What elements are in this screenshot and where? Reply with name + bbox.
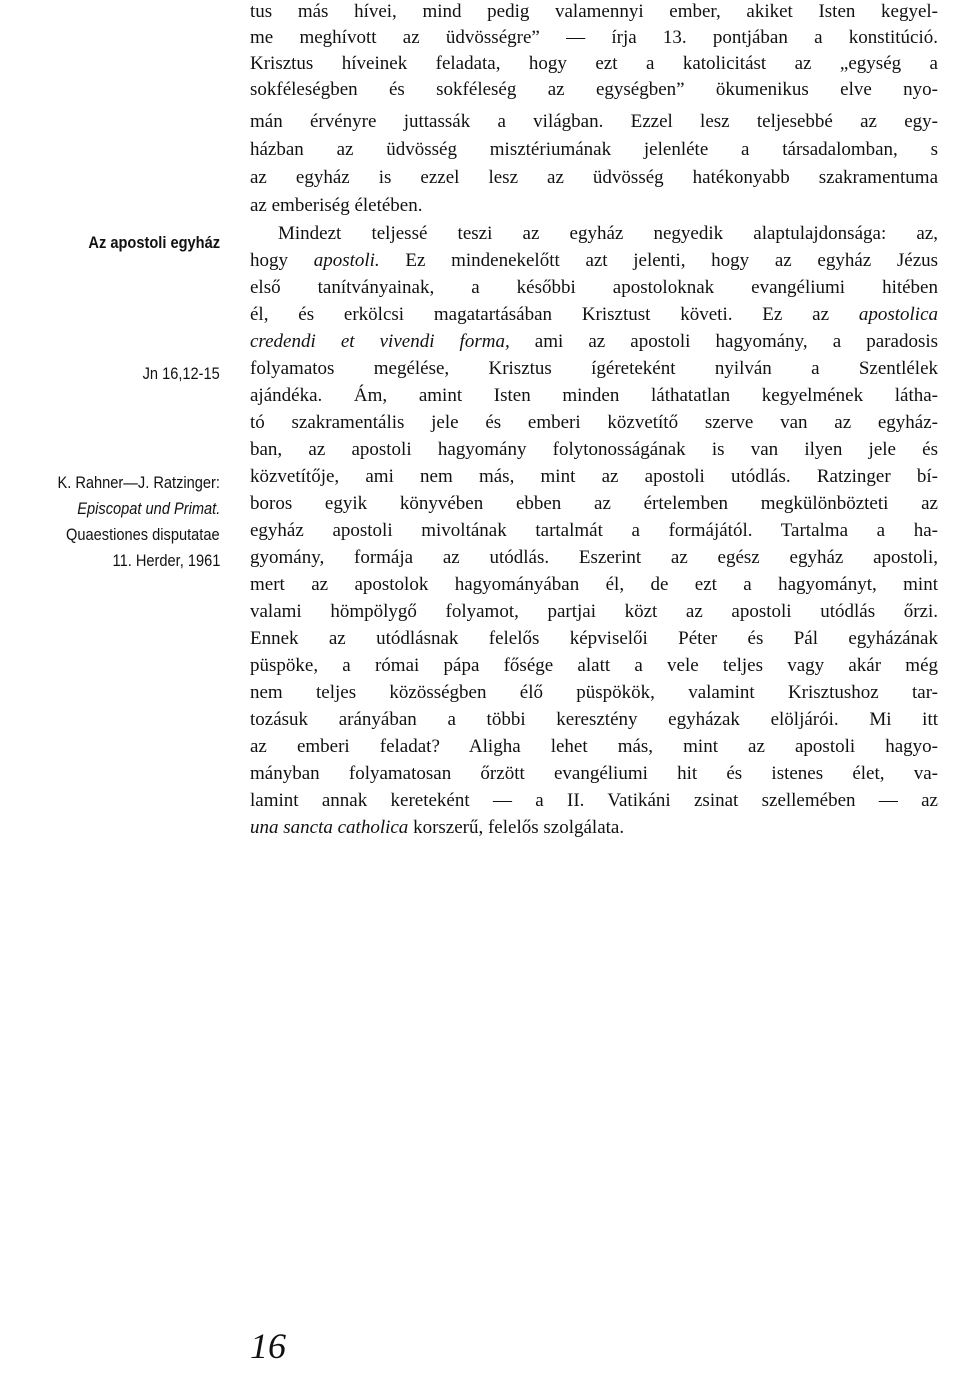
text-line: püspöke, a római pápa fősége alatt a vele teljes vagy akár még [250,655,938,676]
page-number: 16 [250,1326,286,1366]
text-line: az emberi feladat? Aligha lehet más, mint az apostoli hagyo- [250,736,938,757]
text-line: él, és erkölcsi magatartásában Krisztust követi. Ez az apostolica [250,304,939,325]
text-line: hogy apostoli. Ez mindenekelőtt azt jelenti, hogy az egyház Jézus [250,250,939,271]
text-line: az emberiség életében. [250,195,423,216]
text-line: egyház apostoli mivoltának tartalmát a formájától. Tartalma a ha- [250,520,938,541]
text-line: ajándéka. Ám, amint Isten minden láthatatlan kegyelmének látha- [250,385,938,406]
text-line: gyomány, formája az utódlás. Eszerint az egész egyház apostoli, [250,547,938,568]
text-line: nem teljes közösségben élő püspökök, valamint Krisztushoz tar- [250,682,938,703]
margin-citation-publisher: 11. Herder, 1961 [112,551,220,570]
text-line: Krisztus híveinek feladata, hogy ezt a katolicitást az „egység a [250,53,938,74]
text-line: mert az apostolok hagyományában él, de ezt a hagyományt, mint [250,574,938,595]
text-line: boros egyik könyvében ebben az értelemben megkülönbözteti az [250,493,938,514]
text-line: mán érvényre juttassák a világban. Ezzel lesz teljesebbé az egy- [250,111,938,132]
text-line: Ennek az utódlásnak felelős képviselői Péter és Pál egyházának [250,628,938,649]
margin-citation-series: Quaestiones disputatae [66,525,220,544]
margin-citation-authors: K. Rahner—J. Ratzinger: [57,473,220,492]
margin-heading: Az apostoli egyház [88,233,220,252]
text-line: az egyház is ezzel lesz az üdvösség hatékonyabb szakramentuma [250,167,938,188]
margin-citation-title: Episcopat und Primat. [76,499,220,518]
text-line: házban az üdvösség misztériumának jelenléte a társadalomban, s [250,139,938,160]
text-line: valami hömpölygő folyamot, partjai közt az apostoli utódlás őrzi. [250,601,938,622]
text-line: tozásuk arányában a többi keresztény egyházak elöljárói. Mi itt [250,709,938,730]
margin-reference: Jn 16,12-15 [142,364,220,383]
text-line: első tanítványainak, a későbbi apostoloknak evangéliumi hitében [250,277,938,298]
text-line: tus más hívei, mind pedig valamennyi ember, akiket Isten kegyel- [250,1,938,22]
text-line: mányban folyamatosan őrzött evangéliumi hit és istenes élet, va- [250,763,938,784]
text-line: sokféleségben és sokféleség az egységben” ökumenikus elve nyo- [250,79,938,100]
paragraph-first-line: Mindezt teljessé teszi az egyház negyedik alaptulajdonsága: az, [278,223,938,244]
text-line: lamint annak kereteként — a II. Vatikáni zsinat szellemében — az [250,790,938,811]
text-line-last: una sancta catholica korszerű, felelős szolgálata. [250,817,625,838]
text-line: folyamatos megélése, Krisztus ígéreteként nyilván a Szentlélek [250,358,938,379]
text-line: ban, az apostoli hagyomány folytonosságának is van ilyen jele és [250,439,938,460]
text-line: tó szakramentális jele és emberi közvetítő szerve van az egyház- [250,412,938,433]
text-line: me meghívott az üdvösségre” — írja 13. pontjában a konstitúció. [250,27,938,48]
text-line: közvetítője, ami nem más, mint az apostoli utódlás. Ratzinger bí- [250,466,938,487]
text-line: credendi et vivendi forma, ami az apostoli hagyomány, a paradosis [250,331,939,352]
